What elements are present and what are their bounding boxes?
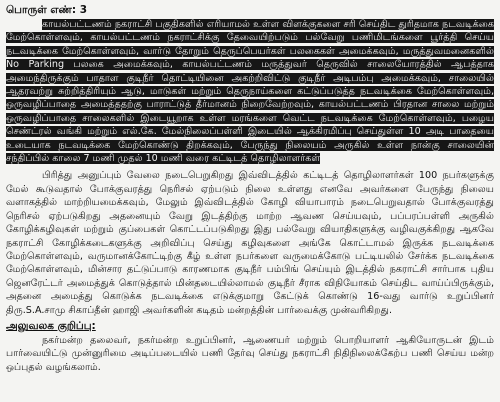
- resolution-paragraph-2: பிரித்து அனுப்பும் வேலை நடைபெறுகிறது இவ்விடத்தில் கட்டிடத் தொழிலாளர்கள் 100 நபர்களுக்கு மேல் கூடுவதால் போக்குவரத்து நெரிசல் ஏற்படும் நிலை உள்ளது எனவே அவர்களை பேருந்து நிலைய வளாகத்தில் மாற்றியமைக்கவும், மேலும் இவ்விடத்தில் கோழி வியாபாரம் நடைபெறுவதால் போக்குவரத்து நெரிசல் ஏற்படுகிறது அதனையும் வேறு இடத்திற்கு மாற்ற ஆவண செய்யவும், பப்பரப்பள்ளி அருகில் கோழிக்கழிவுகள் மற்றும் குப்பைகள் கொட்டப்படுகிறது இது பல்வேறு வியாதிகளுக்கு வழிவகுக்கிறது ஆகவே நகராட்சி கோழிக்கடைகளுக்கு அறிவிப்பு செய்து கழிவுகளை அங்கே கொட்டாமல் இருக்க நடவடிக்கை மேற்கொள்ளவும், வருமானக்கோட்டிற்கு கீழ் உள்ள நபர்களை வருமைக்கோடு பட்டியலில் சேர்க்க நடவடிக்கை மேற்கொள்ளவும், மின்சார தட்டுப்பாடு காரணமாக குடிநீர் பம்பிங் செய்யும் இடத்தில் நகராட்சி சார்பாக புதிய ஜெனரேட்டர் அமைத்துக் கொடுத்தால் மின்தடையில்லாமல் குடிநீர் சீராக விநியோகம் செய்திட வாய்ப்பிருக்கும், அதனை அமைத்து கொடுக்க நடவடிக்கை எடுக்குமாறு கேட்டுக் கொண்டு 16-வது வார்டு உறுப்பினர் திரு.S.A.சாமு சிகாப்தீன் ஹாஜி அவர்களின் கடிதம் மன்றத்தின் பார்வைக்கு முன்வரிகிறது.: [6, 170, 494, 316]
- resolution-paragraph-1: [6, 18, 494, 165]
- office-note-paragraph: நகர்மன்ற தலைவர், நகர்மன்ற உறுப்பினர், ஆணையர் மற்றும் பொறியாளர் ஆகியோருடன் இடம் பார்வையிட்டு முன்னுரிமை அடிப்படையில் பணி தேர்வு செய்து நகராட்சி நிதிநிலைக்கேற்ப பணி செய்ய மன்ற ஒப்புதல் வழங்கலாம்.: [6, 334, 494, 373]
- office-note-heading: அலுவலக குறிப்பு:: [6, 319, 96, 332]
- subject-heading: பொருள் எண்: 3: [6, 4, 88, 16]
- highlighted-text: காயல்பட்டணம் நகராட்சி பகுதிகளில் எரியாமல் உள்ள விளக்குகளை சரி செய்திட துரிதமாக நடவடிக்கை மேற்கொள்ளவும், காயல்பட்டணம் நகராட்சிக்கு தேவையிற்படும் பல்வேறு பணிமிடங்களை பூர்த்தி செய்ய நடவடிக்கை மேற்கொள்ளவும், வார்டு தோறும் தெருப்பெயர்கள் பலகைகள் அமைக்கவும், மருத்துவமனைகளில் No Parking பலகை அமைக்கவும், காயல்பட்டணம் மருத்துவர் தெருவில் சாலையோரத்தில் ஆபத்தாக அமைந்திருக்கும் பாதாள குடிநீர் தொட்டியினை அகற்றிவிட்டு குடிநீர் அடிபம்பு அமைக்கவும், சாலையில் ஆதரவற்று சுற்றித்திரியும் ஆடு, மாடுகள் மற்றும் தெருநாய்களை கட்டுப்படுத்த நடவடிக்கை மேற்கொள்ளவும், ஒருவழிப்பாதை அமைத்ததற்கு பாராட்டுத் தீர்மானம் நிறைவேற்றவும், காயல்பட்டணம் பிரதான சாலை மற்றும் ஒருவழிப்பாதை சாலைகளில் இடையூறாக உள்ள மரங்களை வெட்ட நடவடிக்கை மேற்கொள்ளவும், பழைய செண்ட்ரல் வங்கி மற்றும் எல்.கே. மேல்நிலைப்பள்ளி இடையில் ஆக்கிரமிப்பு செய்துள்ள 10 அடி பாதையை உடையாக நடவடிக்கை மேற்கொண்டு திறக்கவும், பேருந்து நிலையம் அருகில் உள்ள நான்கு சாலையின் சந்திப்பில் காலை 7 மணி முதல் 10 மணி வரை கட்டிடத் தொழிலாளர்கள்: [6, 19, 494, 165]
